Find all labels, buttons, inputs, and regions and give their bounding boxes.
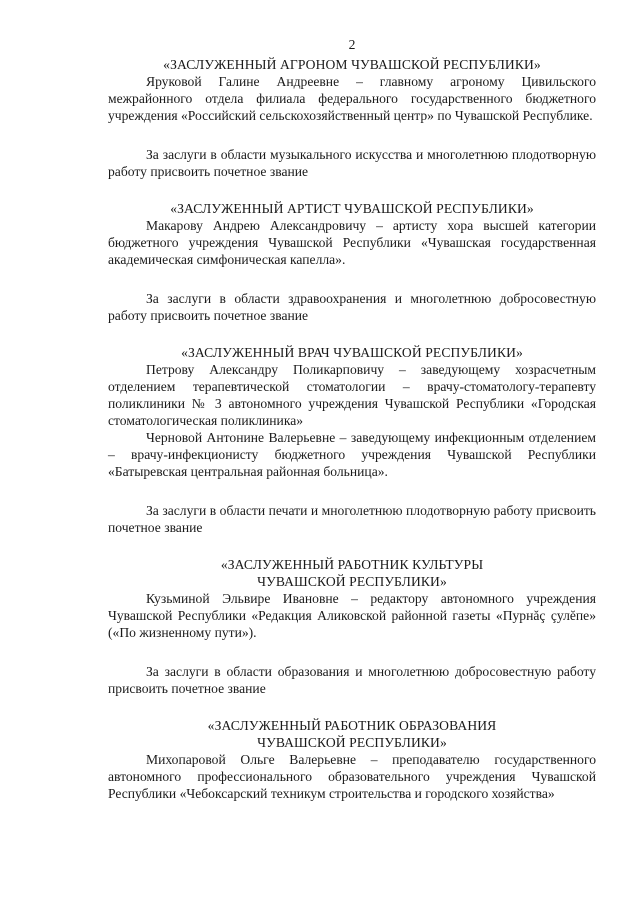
awardee-paragraph: Черновой Антонине Валерьевне – заведующему инфекционным отделением – врачу-инфекционисту бюджетного учреждения Чувашской Республики «Батыревская центральная районная больница».	[108, 430, 596, 479]
award-title-culture-worker	[108, 556, 596, 590]
award-title-doctor: «ЗАСЛУЖЕННЫЙ ВРАЧ ЧУВАШСКОЙ РЕСПУБЛИКИ»	[181, 345, 523, 360]
decree-lead-text: За заслуги в области образования и многолетнюю добросовестную работу присвоить почетное звание	[108, 664, 596, 696]
awardee-paragraph: Макарову Андрею Александровичу – артисту хора высшей категории бюджетного учреждения Чувашской Республики «Чувашская государственная академическая симфоническая капелла».	[108, 218, 596, 267]
document-page	[108, 36, 596, 802]
award-title-line: ЧУВАШСКОЙ РЕСПУБЛИКИ»	[257, 574, 447, 589]
award-title-agronomist: «ЗАСЛУЖЕННЫЙ АГРОНОМ ЧУВАШСКОЙ РЕСПУБЛИКИ»	[163, 57, 541, 72]
award-title-education-worker	[108, 717, 596, 751]
award-title-line: ЧУВАШСКОЙ РЕСПУБЛИКИ»	[257, 735, 447, 750]
awardee-paragraph: Михопаровой Ольге Валерьевне – преподавателю государственного автономного профессионального образовательного учреждения Чувашской Республики «Чебоксарский техникум строительства и городского хозяйства»	[108, 752, 596, 801]
page-number: 2	[348, 37, 356, 52]
awardee-paragraph: Яруковой Галине Андреевне – главному агроному Цивильского межрайонного отдела филиала федерального государственного бюджетного учреждения «Российский сельскохозяйственный центр» по Чувашской Республике.	[108, 74, 596, 123]
award-title-line: «ЗАСЛУЖЕННЫЙ РАБОТНИК КУЛЬТУРЫ	[220, 557, 484, 572]
awardee-paragraph: Кузьминой Эльвире Ивановне – редактору автономного учреждения Чувашской Республики «Редакция Аликовской районной газеты «Пурнăç çулĕпе» («По жизненному пути»).	[108, 591, 596, 640]
decree-lead-text: За заслуги в области музыкального искусства и многолетнюю плодотворную работу присвоить почетное звание	[108, 147, 596, 179]
decree-lead-text: За заслуги в области здравоохранения и многолетнюю добросовестную работу присвоить почетное звание	[108, 291, 596, 323]
award-title-artist: «ЗАСЛУЖЕННЫЙ АРТИСТ ЧУВАШСКОЙ РЕСПУБЛИКИ»	[170, 201, 534, 216]
award-title-line: «ЗАСЛУЖЕННЫЙ РАБОТНИК ОБРАЗОВАНИЯ	[207, 718, 497, 733]
decree-lead-text: За заслуги в области печати и многолетнюю плодотворную работу присвоить почетное звание	[108, 503, 596, 535]
awardee-paragraph: Петрову Александру Поликарповичу – заведующему хозрасчетным отделением терапевтической стоматологии – врачу-стоматологу-терапевту поликлиники № 3 автономного учреждения Чувашской Республики «Городская стоматологическая поликлиника»	[108, 362, 596, 428]
